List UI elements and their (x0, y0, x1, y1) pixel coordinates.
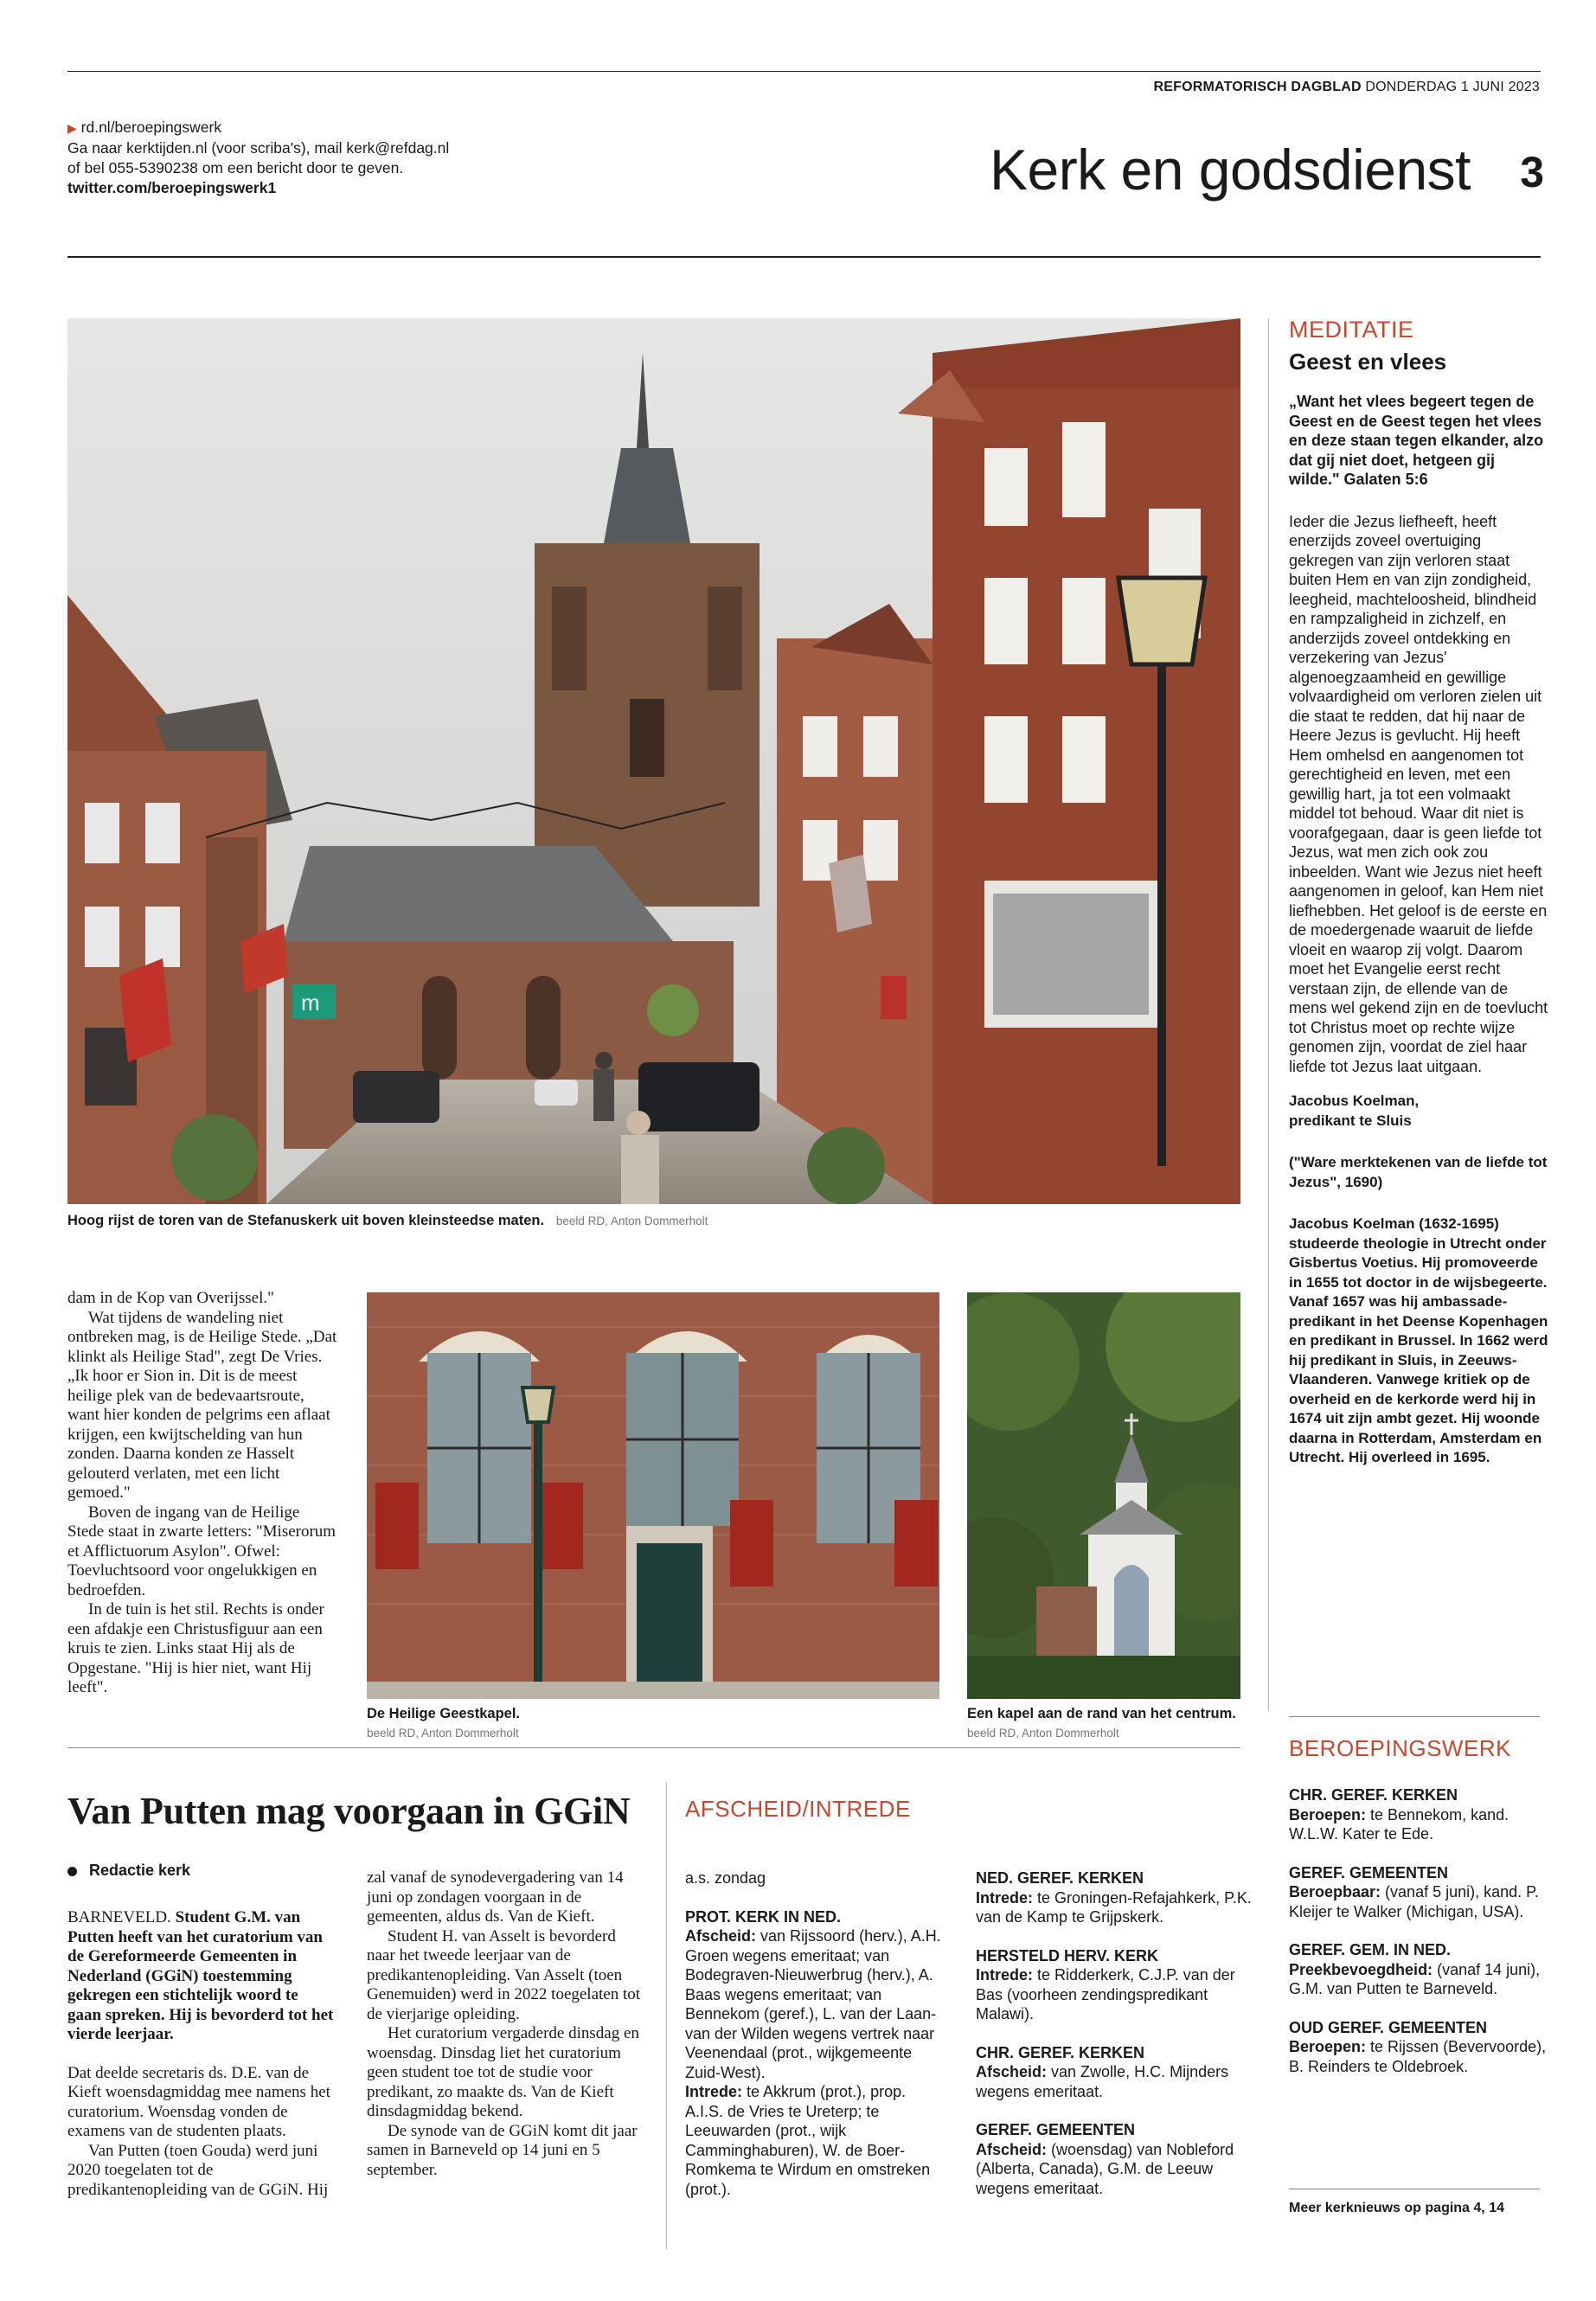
header-rule (67, 256, 1541, 258)
afscheid-label: Afscheid: (976, 2140, 1048, 2158)
beroep-label: Beroepen: (1289, 2038, 1367, 2055)
geestkapel-caption-text: De Heilige Geestkapel. (367, 1706, 520, 1721)
kapel-photo (967, 1292, 1240, 1699)
afscheid-church: GEREF. GEMEENTEN (976, 2121, 1136, 2138)
beroep-text: (vanaf 5 juni), kand. P. Kleijer te Walker (Michigan, USA). (1289, 1883, 1539, 1920)
article-paragraph: In de tuin is het stil. Rechts is onder een afdakje een Christusfiguur aan een kruis te zien. Links staat Hij als de Opgestane. "Hij is hier niet, want Hij leeft". (67, 1600, 324, 1696)
contact-url[interactable]: rd.nl/beroepingswerk (80, 119, 222, 136)
afscheid-church: PROT. KERK IN NED. (685, 1907, 842, 1926)
news-paragraph: Student H. van Asselt is bevorderd naar het tweede leerjaar van de predikantenopleiding. Van Asselt (toen Genemuiden) werd in 2022 toegelaten tot de vierjarige opleiding. (367, 1926, 641, 2023)
masthead (986, 80, 1540, 95)
afscheid-text: van Zwolle, H.C. Mijnders wegens emeritaat. (976, 2063, 1229, 2100)
meditatie-kicker: MEDITATIE (1289, 317, 1414, 343)
news-dateline: BARNEVELD. (67, 1908, 171, 1926)
main-caption-credit: beeld RD, Anton Dommerholt (555, 1215, 708, 1227)
contact-block (67, 118, 586, 198)
article-paragraph: Boven de ingang van de Heilige Stede staat in zwarte letters: "Miserorum et Afflictuorum Asylon". Ofwel: Toevluchtsoord voor ongelukkigen en bedroefden. (67, 1503, 337, 1599)
main-photo (67, 318, 1240, 1204)
afscheid-label: Intrede: (976, 1888, 1034, 1907)
contact-twitter[interactable]: twitter.com/beroepingswerk1 (67, 179, 277, 196)
author-name: Jacobus Koelman, (1289, 1093, 1420, 1109)
beroep-group (1289, 1863, 1548, 1922)
kapel-caption-text: Een kapel aan de rand van het centrum. (967, 1706, 1236, 1721)
article-paragraph: Wat tijdens de wandeling niet ontbreken mag, is de Heilige Stede. „Dat klinkt als Heilige Stad", zegt De Vries. „Ik hoor er Sion in. Dit is de meest heilige plek van de bedevaartsroute, want hier konden de pelgrims een aflaat krijgen, een kwijtschelding van hun zonden. Daarna konden ze Hasselt gelouterd verlaten, met een licht gemoed." (67, 1308, 337, 1502)
sidebar-divider (1268, 318, 1269, 1711)
beroepingswerk-kicker: BEROEPINGSWERK (1289, 1735, 1511, 1761)
afscheid-church: HERSTELD HERV. KERK (976, 1946, 1159, 1965)
arrow-right-icon: ▶ (67, 121, 77, 135)
article-paragraph: dam in de Kop van Overijssel." (67, 1289, 274, 1307)
afscheid-group (976, 2120, 1253, 2198)
news-column-2 (367, 1868, 642, 2180)
beroep-church: GEREF. GEM. IN NED. (1289, 1941, 1452, 1958)
contact-line-2: of bel 055-5390238 om een bericht door te geven. (67, 159, 404, 176)
afscheid-text: van Rijssoord (herv.), A.H. Groen wegens emeritaat; van Bodegraven-Nieuwerbrug (herv.), A. Baas wegens emeritaat; van Bennekom (geref.), L. van der Laan-van der Wilden wegens vertrek naar Veenendaal (prot., wijkgemeente Zuid-West). (685, 1927, 941, 2081)
afscheid-text: te Akkrum (prot.), prop. A.I.S. de Vries te Ureterp; te Leeuwarden (prot., wijk Camminghaburen), W. de Boer-Romkema te Wirdum en omstreken (prot.). (685, 2083, 931, 2198)
beroep-label: Beroepen: (1289, 1805, 1367, 1823)
afscheid-column-1 (685, 1868, 945, 2218)
beroepingswerk-list (1289, 1785, 1548, 2095)
beroep-text: (vanaf 14 juni), G.M. van Putten te Barneveld. (1289, 1960, 1541, 1997)
afscheid-church: NED. GEREF. KERKEN (976, 1869, 1144, 1887)
beroep-text: te Bennekom, kand. W.L.W. Kater te Ede. (1289, 1805, 1509, 1843)
afscheid-group (976, 1868, 1253, 1927)
geestkapel-caption-credit: beeld RD, Anton Dommerholt (367, 1727, 519, 1740)
top-rule (67, 71, 1541, 72)
main-caption-text: Hoog rijst de toren van de Stefanuskerk uit boven kleinsteedse maten. (67, 1213, 545, 1228)
geestkapel-photo (367, 1292, 939, 1699)
news-paragraph: Het curatorium vergaderde dinsdag en woensdag. Dinsdag liet het curatorium geen student toe tot de studie voor predikant, zo maakte ds. Van de Kieft dinsdagmiddag bekend. (367, 2024, 639, 2120)
kapel-caption (967, 1704, 1244, 1743)
afscheid-group (976, 2043, 1253, 2102)
news-byline (67, 1862, 190, 1880)
beroep-label: Preekbevoegdheid: (1289, 1960, 1433, 1978)
afscheid-intro: a.s. zondag (685, 1869, 766, 1887)
afscheid-group (685, 1907, 945, 2200)
afscheid-label: Afscheid: (685, 1927, 757, 1945)
meditatie-sidebar (1289, 317, 1548, 1468)
beroep-group (1289, 1940, 1548, 1999)
meditatie-body: Ieder die Jezus liefheeft, heeft enerzijds zoveel overtuiging gekregen van zijn verloren staat buiten Hem en van zijn zondigheid, leegheid, machteloosheid, blindheid en rampzaligheid in zichzelf, en anderzijds zoveel ontdekking en verzekering van Jezus' algenoegzaamheid en gewillige volvaardigheid om verloren zielen uit die staat te redden, dat hij naar de Heere Jezus is gevlucht. Hij heeft Hem omhelsd en aangenomen tot gerechtigheid en leven, met een gewillig hart, ja tot een volmaakt middel tot behoud. Waar dit niet is voorafgegaan, daar is geen liefde tot Jezus, wat men zich ook zou inbeelden. Want wie Jezus niet heeft aangenomen in geloof, kan Hem niet liefhebben. Het geloof is de eerste en de moedergenade waaruit de liefde vloeit en waarop zij volgt. Daarom moet het Evangelie eerst recht verstaan zijn, de ellende van de mens wel gekend zijn en de toevlucht tot Christus moet op rechte wijze genomen zijn, voordat de ziel haar liefde tot Jezus laat uitgaan. (1289, 512, 1548, 1075)
afscheid-group (976, 1946, 1253, 2024)
afscheid-divider (666, 1782, 667, 2249)
afscheid-column-2 (976, 1868, 1253, 2217)
afscheid-label: Afscheid: (976, 2063, 1048, 2080)
news-paragraph: Van Putten (toen Gouda) werd juni 2020 toegelaten tot de predikantenopleiding van de GGiN. Hij (67, 2141, 329, 2199)
afscheid-text: te Ridderkerk, C.J.P. van der Bas (voorheen zendingspredikant Malawi). (976, 1966, 1235, 2022)
news-title: Van Putten mag voorgaan in GGiN (67, 1790, 631, 1832)
afscheid-text: te Groningen-Refajahkerk, P.K. van de Kamp te Grijpskerk. (976, 1888, 1252, 1926)
news-paragraph: De synode van de GGiN komt dit jaar samen in Barneveld op 14 juni en 5 september. (367, 2121, 638, 2179)
beroep-church: CHR. GEREF. KERKEN (1289, 1786, 1458, 1804)
afscheid-kicker: AFSCHEID/INTREDE (685, 1796, 911, 1822)
masthead-date: DONDERDAG 1 JUNI 2023 (1365, 80, 1540, 94)
kapel-caption-credit: beeld RD, Anton Dommerholt (967, 1727, 1119, 1740)
beroep-church: OUD GEREF. GEMEENTEN (1289, 2018, 1488, 2036)
photos-bottom-rule (67, 1747, 1240, 1748)
news-paragraph: zal vanaf de synodevergadering van 14 juni op zondagen voorgaan in de gemeenten, aldus ds. Van de Kieft. (367, 1868, 624, 1926)
masthead-paper: REFORMATORISCH DAGBLAD (1153, 80, 1362, 94)
meditatie-bio: Jacobus Koelman (1632-1695) studeerde theologie in Utrecht onder Gisbertus Voetius. Hij promoveerde in 1655 tot doctor in de wijsbegeerte. Vanaf 1657 was hij ambassade-predikant in het Deense Kopenhagen en predikant in Brussel. In 1662 werd hij predikant in Sluis, in Zeeuws-Vlaanderen. Vanwege kritiek op de overheid en de kerkorde werd hij in 1674 uit zijn ambt gezet. Hij woonde daarna in Rotterdam, Amsterdam en Utrecht. Hij overleed in 1695. (1289, 1215, 1548, 1465)
afscheid-label: Intrede: (976, 1966, 1034, 1984)
geestkapel-caption (367, 1704, 938, 1743)
afscheid-text: (woensdag) van Nobleford (Alberta, Canada), G.M. de Leeuw wegens emeritaat. (976, 2140, 1234, 2197)
meditatie-source: ("Ware merktekenen van de liefde tot Jezus", 1690) (1289, 1154, 1548, 1190)
page-number: 3 (1520, 148, 1544, 196)
bullet-icon (67, 1867, 77, 1876)
author-role: predikant te Sluis (1289, 1112, 1412, 1129)
article-continuation (67, 1289, 337, 1698)
contact-line-1: Ga naar kerktijden.nl (voor scriba's), mail kerk@refdag.nl (67, 139, 450, 157)
afscheid-church: CHR. GEREF. KERKEN (976, 2043, 1145, 2061)
beroep-label: Beroepbaar: (1289, 1883, 1381, 1900)
meditatie-quote: „Want het vlees begeert tegen de Geest en de Geest tegen het vlees en deze staan tegen elkander, alzo dat gij niet doet, hetgeen gij wilde." Galaten 5:6 (1289, 393, 1544, 488)
byline-text: Redactie kerk (89, 1862, 191, 1879)
meditatie-title: Geest en vlees (1289, 348, 1447, 375)
beroep-group (1289, 1785, 1548, 1844)
beroep-group (1289, 2018, 1548, 2077)
main-photo-caption (67, 1211, 1240, 1231)
news-lead: Student G.M. van Putten heeft van het curatorium van de Gereformeerde Gemeenten in Nederland (GGiN) toestemming gekregen een stichtelijk woord te gaan spreken. Hij is bevorderd tot het vierde leerjaar. (67, 1908, 334, 2043)
meditatie-author (1289, 1092, 1548, 1131)
beroep-church: GEREF. GEMEENTEN (1289, 1863, 1449, 1881)
afscheid-label: Intrede: (685, 2083, 743, 2100)
news-column-1 (67, 1908, 334, 2200)
section-title: Kerk en godsdienst (989, 138, 1471, 202)
more-news-link[interactable]: Meer kerknieuws op pagina 4, 14 (1289, 2201, 1504, 2215)
beroepingswerk-top-rule (1289, 1716, 1540, 1717)
news-paragraph: Dat deelde secretaris ds. D.E. van de Kieft woensdagmiddag mee namens het curatorium. Woensdag vonden de examens van de studenten plaats. (67, 2063, 330, 2140)
shop-sign-letter: m (301, 990, 320, 1016)
beroep-text: te Rijssen (Bevervoorde), B. Reinders te Oldebroek. (1289, 2038, 1547, 2075)
